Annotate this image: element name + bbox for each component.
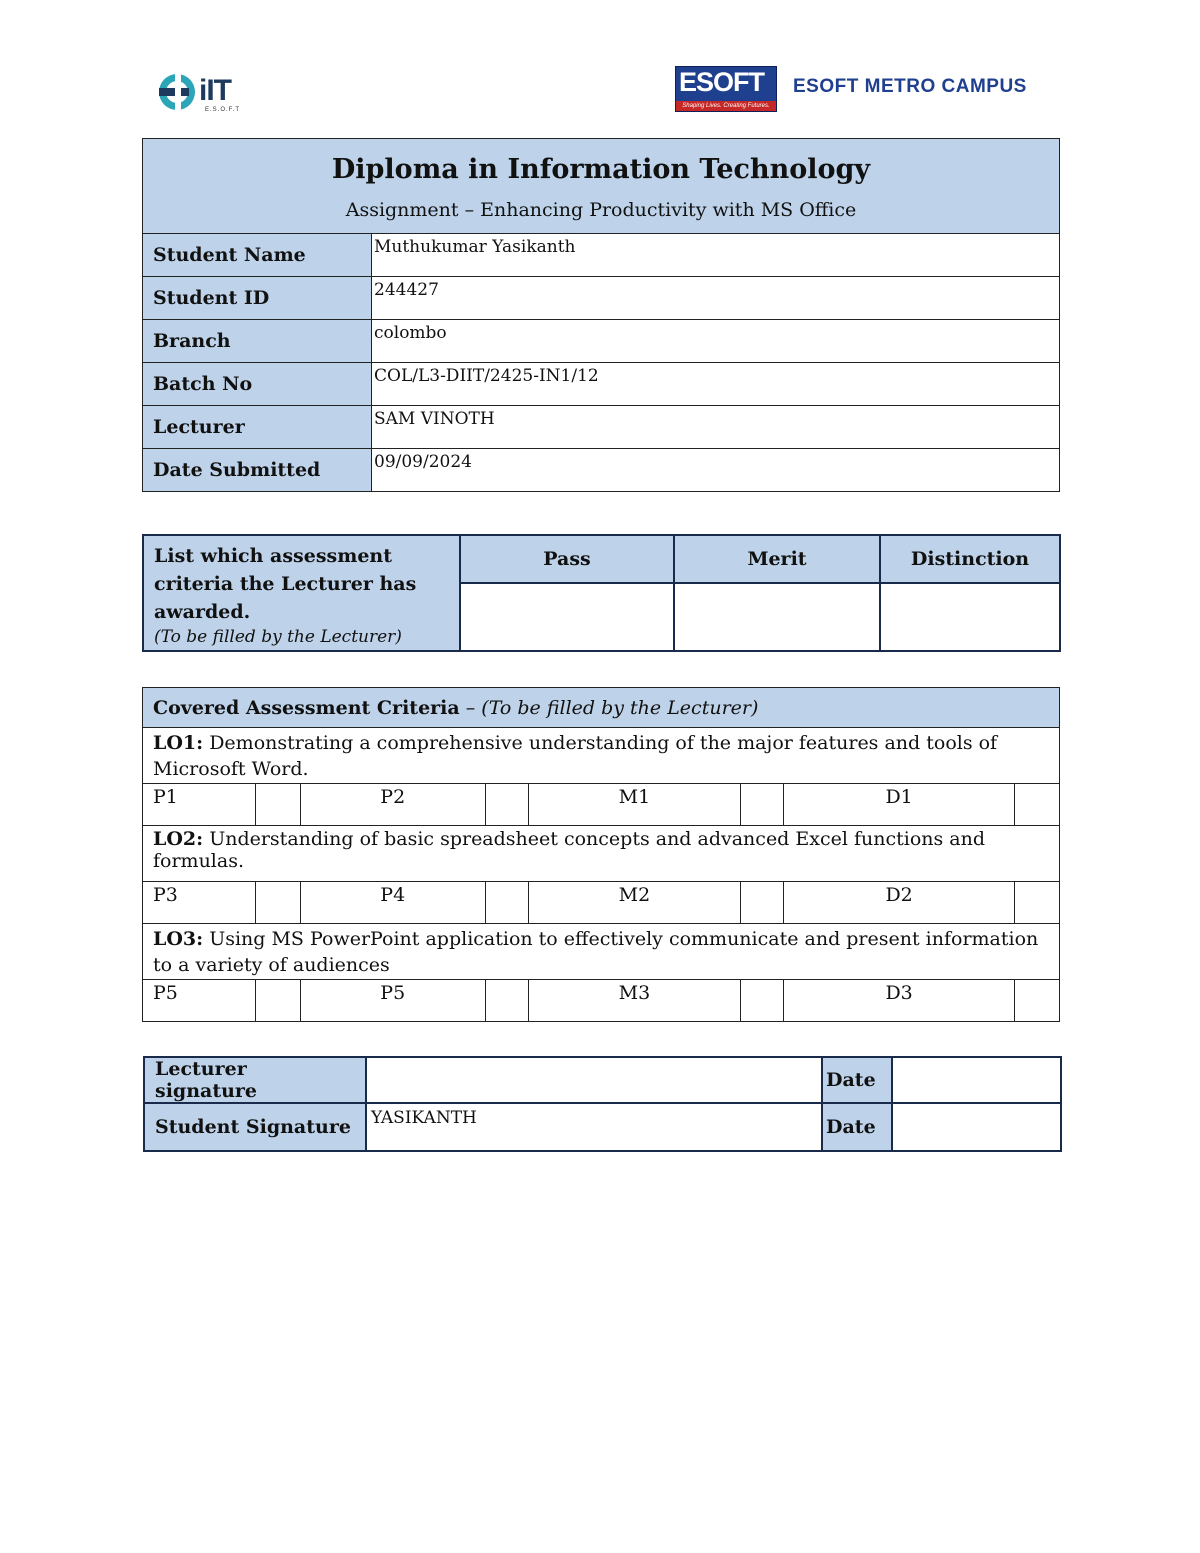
lo2-code: LO2: bbox=[153, 828, 204, 850]
lo1-grade-row bbox=[143, 784, 1060, 826]
document-header bbox=[143, 139, 1060, 234]
awarded-criteria-table bbox=[142, 534, 1061, 652]
grade-label-m3: M3 bbox=[528, 980, 741, 1022]
covered-criteria-table bbox=[142, 687, 1060, 1022]
grade-cell[interactable] bbox=[255, 980, 300, 1022]
table-row bbox=[143, 363, 1060, 406]
branch-label: Branch bbox=[143, 320, 372, 363]
pass-header: Pass bbox=[460, 535, 674, 583]
lo2-description bbox=[143, 826, 1060, 882]
student-date-label: Date bbox=[822, 1103, 892, 1151]
grade-label-p1: P1 bbox=[143, 784, 256, 826]
lo3-code: LO3: bbox=[153, 928, 204, 950]
grade-cell[interactable] bbox=[255, 784, 300, 826]
lecturer-signature-field[interactable] bbox=[366, 1057, 822, 1103]
grade-label-d3: D3 bbox=[784, 980, 1015, 1022]
esoft-campus-name: ESOFT METRO CAMPUS bbox=[793, 76, 1027, 97]
assignment-subtitle: Assignment – Enhancing Productivity with MS Office bbox=[345, 198, 857, 221]
student-id-label: Student ID bbox=[143, 277, 372, 320]
merit-cell[interactable] bbox=[674, 583, 880, 651]
grade-label-p4: P4 bbox=[300, 882, 485, 924]
date-submitted-label: Date Submitted bbox=[143, 449, 372, 492]
document-title: Diploma in Information Technology bbox=[331, 153, 871, 185]
grade-label-p5-second: P5 bbox=[300, 980, 485, 1022]
date-submitted-value: 09/09/2024 bbox=[372, 449, 1060, 492]
grade-label-p2: P2 bbox=[300, 784, 485, 826]
table-row bbox=[143, 277, 1060, 320]
student-info-table bbox=[142, 138, 1060, 492]
lo2-text: Understanding of basic spreadsheet concepts and advanced Excel functions and formulas. bbox=[153, 828, 986, 872]
lecturer-date-label: Date bbox=[822, 1057, 892, 1103]
student-signature-field[interactable]: YASIKANTH bbox=[366, 1103, 822, 1151]
lo1-description bbox=[143, 728, 1060, 784]
lecturer-signature-label: Lecturer signature bbox=[144, 1057, 366, 1103]
awarded-criteria-label bbox=[143, 535, 460, 651]
grade-cell[interactable] bbox=[1014, 882, 1059, 924]
grade-label-d2: D2 bbox=[784, 882, 1015, 924]
student-signature-label: Student Signature bbox=[144, 1103, 366, 1151]
pass-cell[interactable] bbox=[460, 583, 674, 651]
lo1-text: Demonstrating a comprehensive understanding of the major features and tools of Microsoft Word. bbox=[153, 732, 998, 780]
lecturer-date-field[interactable] bbox=[892, 1057, 1061, 1103]
table-row bbox=[143, 234, 1060, 277]
table-row bbox=[143, 406, 1060, 449]
student-name-label: Student Name bbox=[143, 234, 372, 277]
grade-label-m1: M1 bbox=[528, 784, 741, 826]
batch-label: Batch No bbox=[143, 363, 372, 406]
lo3-description bbox=[143, 924, 1060, 980]
lo3-text: Using MS PowerPoint application to effectively communicate and present information to a variety of audiences bbox=[153, 928, 1039, 976]
lo2-grade-row bbox=[143, 882, 1060, 924]
grade-cell[interactable] bbox=[485, 980, 528, 1022]
esoft-logo-box bbox=[675, 66, 777, 112]
lecturer-label: Lecturer bbox=[143, 406, 372, 449]
grade-label-d1: D1 bbox=[784, 784, 1015, 826]
table-row bbox=[143, 449, 1060, 492]
esoft-logo bbox=[675, 66, 1050, 112]
esoft-logo-tagline: Shaping Lives. Creating Futures. bbox=[676, 101, 776, 111]
grade-cell[interactable] bbox=[1014, 784, 1059, 826]
diit-logo bbox=[155, 66, 250, 118]
lo1-code: LO1: bbox=[153, 732, 204, 754]
grade-label-p5: P5 bbox=[143, 980, 256, 1022]
distinction-cell[interactable] bbox=[880, 583, 1060, 651]
esoft-logo-word: ESOFT bbox=[679, 67, 765, 97]
grade-label-p3: P3 bbox=[143, 882, 256, 924]
merit-header: Merit bbox=[674, 535, 880, 583]
awarded-criteria-text: List which assessment criteria the Lecturer has awarded. bbox=[154, 545, 417, 623]
distinction-header: Distinction bbox=[880, 535, 1060, 583]
grade-cell[interactable] bbox=[741, 980, 784, 1022]
grade-cell[interactable] bbox=[741, 882, 784, 924]
grade-cell[interactable] bbox=[485, 784, 528, 826]
grade-cell[interactable] bbox=[255, 882, 300, 924]
table-row bbox=[143, 320, 1060, 363]
student-id-value: 244427 bbox=[372, 277, 1060, 320]
covered-criteria-note: – (To be filled by the Lecturer) bbox=[465, 696, 759, 719]
student-date-field[interactable] bbox=[892, 1103, 1061, 1151]
covered-criteria-header bbox=[143, 688, 1060, 728]
grade-cell[interactable] bbox=[741, 784, 784, 826]
lecturer-value: SAM VINOTH bbox=[372, 406, 1060, 449]
student-name-value: Muthukumar Yasikanth bbox=[372, 234, 1060, 277]
lo3-grade-row bbox=[143, 980, 1060, 1022]
signature-table bbox=[143, 1056, 1062, 1152]
batch-value: COL/L3-DIIT/2425-IN1/12 bbox=[372, 363, 1060, 406]
grade-label-m2: M2 bbox=[528, 882, 741, 924]
grade-cell[interactable] bbox=[1014, 980, 1059, 1022]
branch-value: colombo bbox=[372, 320, 1060, 363]
grade-cell[interactable] bbox=[485, 882, 528, 924]
diit-emblem-icon bbox=[155, 68, 205, 118]
diit-logo-text: iIT bbox=[199, 74, 231, 107]
covered-criteria-title: Covered Assessment Criteria bbox=[153, 696, 460, 719]
diit-logo-subtext: E.S.O.F.T bbox=[205, 107, 241, 113]
awarded-criteria-note: (To be filled by the Lecturer) bbox=[154, 627, 402, 647]
